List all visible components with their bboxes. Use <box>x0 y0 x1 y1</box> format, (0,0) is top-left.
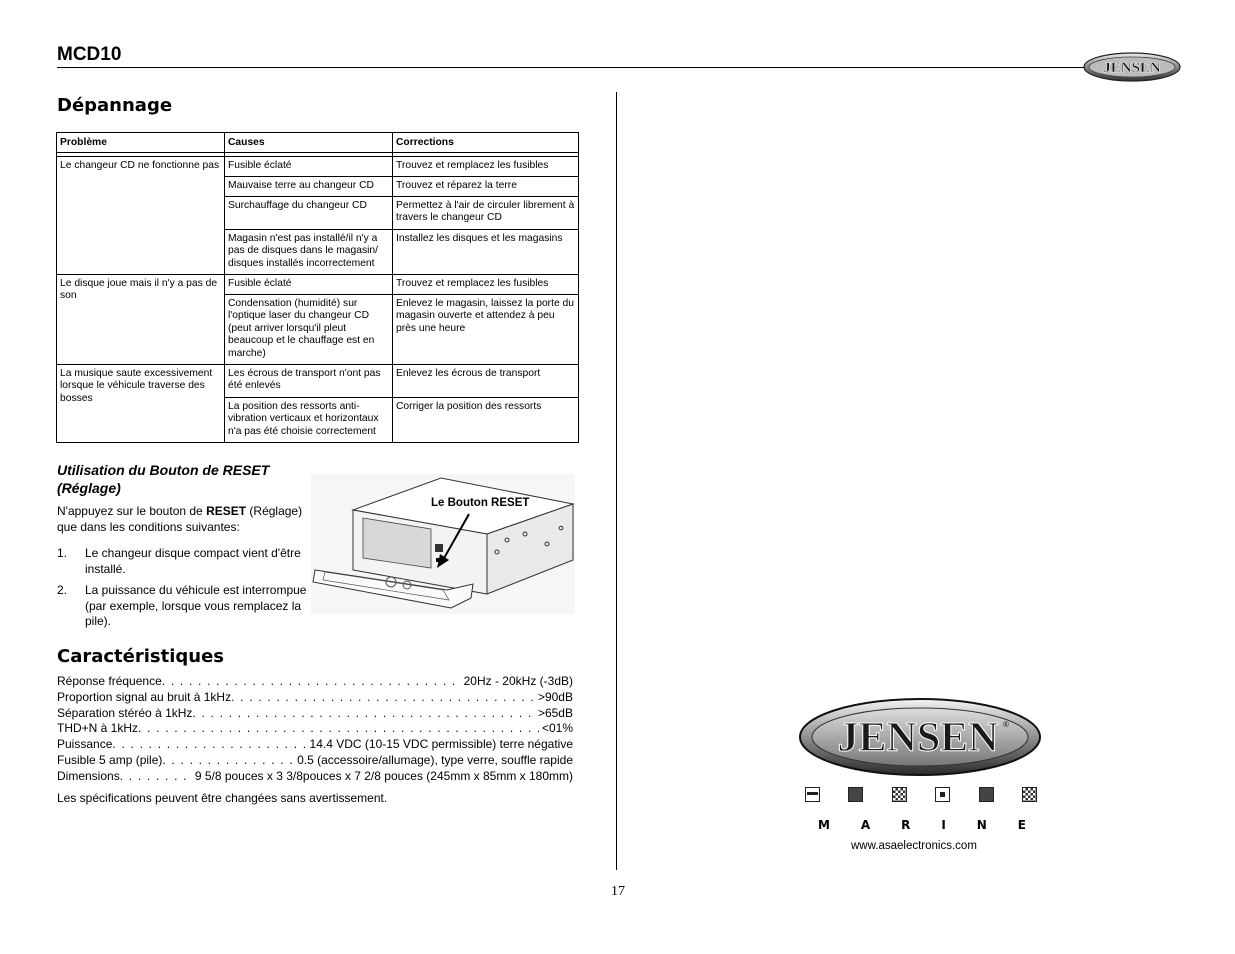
spec-value: 9 5/8 pouces x 3 3/8pouces x 7 2/8 pouces (245mm x 85mm x 180mm) <box>194 768 573 783</box>
model-title: MCD10 <box>57 44 122 65</box>
spec-label: Fusible 5 amp (pile) <box>57 752 163 767</box>
troubleshooting-table <box>56 132 579 443</box>
jensen-logo-large-text: JENSEN <box>837 715 999 761</box>
cause-cell: Fusible éclaté <box>225 156 393 176</box>
spec-value: <01% <box>541 721 573 736</box>
spec-value: 14.4 VDC (10-15 VDC permissible) terre négative <box>309 737 573 752</box>
header-rule <box>57 67 1092 68</box>
marine-letter: E <box>1017 818 1026 832</box>
column-header: Corrections <box>393 133 579 153</box>
cause-cell: La position des ressorts anti-vibration verticaux et horizontaux n'a pas été choisie correctement <box>225 397 393 442</box>
cause-cell: Magasin n'est pas installé/il n'y a pas de disques dans le magasin/ disques installés incorrectement <box>225 229 393 274</box>
problem-cell: Le changeur CD ne fonctionne pas <box>57 156 225 274</box>
cause-cell: Fusible éclaté <box>225 274 393 294</box>
correction-cell: Enlevez les écrous de transport <box>393 364 579 397</box>
column-header: Causes <box>225 133 393 153</box>
spec-row <box>57 769 573 785</box>
spec-row <box>57 690 573 706</box>
cause-cell: Surchauffage du changeur CD <box>225 196 393 229</box>
reset-intro-text-end: (Réglage) que dans les conditions suivantes: <box>57 504 303 534</box>
marine-letter: A <box>860 818 871 832</box>
correction-cell: Trouvez et réparez la terre <box>393 176 579 196</box>
reset-intro-text: N'appuyez sur le bouton de <box>57 504 207 518</box>
list-number: 1. <box>57 546 68 560</box>
reset-button-label: Le Bouton RESET <box>431 497 530 509</box>
marine-letter: M <box>818 818 830 832</box>
spec-value: 0.5 (accessoire/allumage), type verre, souffle rapide <box>297 752 573 767</box>
troubleshooting-title: Dépannage <box>57 95 173 116</box>
reset-intro <box>57 504 312 535</box>
table-row <box>57 274 579 294</box>
list-item <box>57 583 312 630</box>
spec-row <box>57 737 573 753</box>
spec-row <box>57 706 573 722</box>
specs-title: Caractéristiques <box>57 646 225 667</box>
correction-cell: Corriger la position des ressorts <box>393 397 579 442</box>
marine-icons-row <box>805 787 1037 805</box>
cd-changer-illustration <box>311 474 575 614</box>
marine-letter: N <box>976 818 987 832</box>
reset-intro-bold: RESET <box>206 504 247 518</box>
table-row <box>57 156 579 176</box>
cause-cell: Les écrous de transport n'ont pas été enlevés <box>225 364 393 397</box>
correction-cell: Enlevez le magasin, laissez la porte du magasin ouverte et attendez à peu près une heure <box>393 294 579 364</box>
flag-dash-icon <box>805 787 820 802</box>
specs-note: Les spécifications peuvent être changées sans avertissement. <box>57 791 388 805</box>
spec-value: 20Hz - 20kHz (-3dB) <box>463 674 573 688</box>
reset-conditions-list <box>57 546 312 636</box>
flag-checker-icon <box>892 787 907 802</box>
spec-row <box>57 674 573 690</box>
correction-cell: Installez les disques et les magasins <box>393 229 579 274</box>
spec-label: THD+N à 1kHz <box>57 721 139 736</box>
cause-cell: Mauvaise terre au changeur CD <box>225 176 393 196</box>
marine-letter: R <box>901 818 911 832</box>
spec-label: Dimensions <box>57 768 120 783</box>
specs-list <box>57 674 573 785</box>
marine-word <box>818 818 1026 832</box>
spec-value: >65dB <box>537 705 573 720</box>
marine-letter: I <box>941 818 946 832</box>
jensen-logo-large <box>798 697 1042 777</box>
correction-cell: Permettez à l'air de circuler librement à travers le changeur CD <box>393 196 579 229</box>
problem-cell: Le disque joue mais il n'y a pas de son <box>57 274 225 364</box>
flag-dot-icon <box>935 787 950 802</box>
problem-cell: La musique saute excessivement lorsque le véhicule traverse des bosses <box>57 364 225 442</box>
website-url: www.asaelectronics.com <box>851 840 977 852</box>
spec-row <box>57 721 573 737</box>
list-number: 2. <box>57 583 68 597</box>
spec-value: >90dB <box>537 689 573 704</box>
column-divider <box>616 92 617 870</box>
flag-solid-icon <box>848 787 863 802</box>
table-row <box>57 364 579 397</box>
correction-cell: Trouvez et remplacez les fusibles <box>393 156 579 176</box>
flag-checker-icon <box>1022 787 1037 802</box>
page-number: 17 <box>611 884 625 899</box>
reset-title: Utilisation du Bouton de RESET (Réglage) <box>57 462 270 496</box>
spec-label: Proportion signal au bruit à 1kHz <box>57 689 232 704</box>
table-header-row <box>57 133 579 153</box>
list-text: La puissance du véhicule est interrompue (par exemple, lorsque vous remplacez la pile). <box>85 583 307 628</box>
spec-row <box>57 753 573 769</box>
spec-label: Réponse fréquence <box>57 674 162 688</box>
correction-cell: Trouvez et remplacez les fusibles <box>393 274 579 294</box>
spec-label: Puissance <box>57 737 113 752</box>
spec-label: Séparation stéréo à 1kHz <box>57 705 193 720</box>
svg-text:®: ® <box>1003 720 1009 729</box>
jensen-logo-small-text: JENSEN <box>1103 60 1161 76</box>
jensen-logo-small <box>1083 52 1181 82</box>
cause-cell: Condensation (humidité) sur l'optique laser du changeur CD (peut arriver lorsqu'il pleut beaucoup et le chauffage est en marche) <box>225 294 393 364</box>
column-header: Problème <box>57 133 225 153</box>
flag-solid-icon <box>979 787 994 802</box>
list-item <box>57 546 312 577</box>
list-text: Le changeur disque compact vient d'être installé. <box>85 546 301 576</box>
